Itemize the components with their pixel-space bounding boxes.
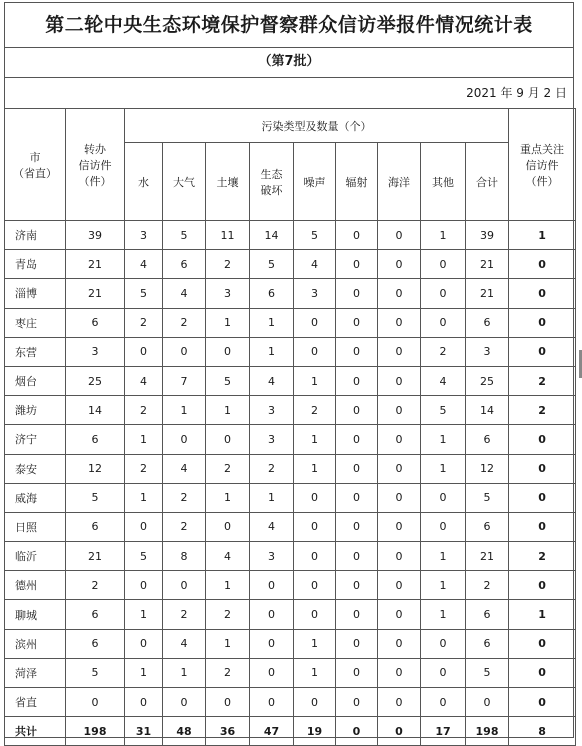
header-radiation: 辐射 xyxy=(336,143,378,221)
table-cell: 5 xyxy=(250,250,294,279)
table-cell: 1 xyxy=(294,366,336,395)
table-row xyxy=(5,221,576,250)
batch-subtitle: （第7批） xyxy=(5,47,573,78)
table-cell: 0 xyxy=(378,600,421,629)
table-cell: 0 xyxy=(125,688,163,717)
table-cell: 4 xyxy=(163,629,206,658)
table-cell: 1 xyxy=(250,308,294,337)
table-cell: 3 xyxy=(250,542,294,571)
table-cell: 6 xyxy=(66,512,125,541)
table-cell: 1 xyxy=(163,658,206,687)
city-name: 临沂 xyxy=(5,542,66,571)
table-cell: 47 xyxy=(250,717,294,746)
focus-count: 0 xyxy=(509,629,576,658)
city-name: 潍坊 xyxy=(5,396,66,425)
table-cell: 6 xyxy=(250,279,294,308)
table-cell: 1 xyxy=(206,571,250,600)
table-cell: 0 xyxy=(66,688,125,717)
table-cell: 2 xyxy=(163,512,206,541)
table-cell: 5 xyxy=(163,221,206,250)
table-cell: 0 xyxy=(336,396,378,425)
table-cell: 0 xyxy=(466,688,509,717)
table-cell: 5 xyxy=(466,658,509,687)
header-eco-line2: 破坏 xyxy=(260,183,283,197)
city-name: 济南 xyxy=(5,221,66,250)
table-cell: 0 xyxy=(336,308,378,337)
table-cell: 6 xyxy=(466,512,509,541)
focus-count: 0 xyxy=(509,308,576,337)
table-cell: 1 xyxy=(125,483,163,512)
table-cell: 21 xyxy=(66,250,125,279)
table-cell: 0 xyxy=(250,629,294,658)
table-cell: 14 xyxy=(466,396,509,425)
table-cell: 0 xyxy=(421,512,466,541)
table-cell: 2 xyxy=(466,571,509,600)
city-name: 省直 xyxy=(5,688,66,717)
table-cell: 0 xyxy=(378,688,421,717)
table-cell: 0 xyxy=(294,571,336,600)
table-cell: 0 xyxy=(421,308,466,337)
total-row xyxy=(5,717,576,746)
table-cell: 0 xyxy=(250,600,294,629)
table-cell: 0 xyxy=(250,688,294,717)
table-cell: 2 xyxy=(250,454,294,483)
table-cell: 0 xyxy=(250,658,294,687)
table-cell: 1 xyxy=(421,454,466,483)
table-cell: 5 xyxy=(206,366,250,395)
table-row xyxy=(5,688,576,717)
table-cell: 5 xyxy=(294,221,336,250)
city-name: 德州 xyxy=(5,571,66,600)
table-cell: 4 xyxy=(206,542,250,571)
table-cell: 39 xyxy=(466,221,509,250)
table-cell: 0 xyxy=(336,512,378,541)
table-cell: 1 xyxy=(250,483,294,512)
table-cell: 198 xyxy=(466,717,509,746)
table-cell: 1 xyxy=(421,542,466,571)
table-cell: 2 xyxy=(163,483,206,512)
focus-count: 0 xyxy=(509,279,576,308)
table-cell: 21 xyxy=(466,279,509,308)
table-cell: 0 xyxy=(336,658,378,687)
table-cell: 2 xyxy=(125,454,163,483)
table-cell: 0 xyxy=(125,629,163,658)
focus-count: 0 xyxy=(509,250,576,279)
table-cell: 0 xyxy=(206,337,250,366)
table-cell: 1 xyxy=(421,600,466,629)
table-cell: 0 xyxy=(125,571,163,600)
table-cell: 0 xyxy=(378,512,421,541)
statistics-table xyxy=(4,108,576,746)
table-cell: 2 xyxy=(206,454,250,483)
header-soil: 土壤 xyxy=(206,143,250,221)
table-row xyxy=(5,425,576,454)
table-cell: 0 xyxy=(294,308,336,337)
focus-count: 0 xyxy=(509,425,576,454)
table-cell: 0 xyxy=(336,688,378,717)
table-cell: 1 xyxy=(206,629,250,658)
table-row xyxy=(5,571,576,600)
table-cell: 5 xyxy=(66,658,125,687)
table-cell: 0 xyxy=(378,483,421,512)
focus-count: 0 xyxy=(509,658,576,687)
table-cell: 0 xyxy=(336,542,378,571)
table-cell: 7 xyxy=(163,366,206,395)
table-cell: 5 xyxy=(125,279,163,308)
header-water: 水 xyxy=(125,143,163,221)
table-cell: 0 xyxy=(163,571,206,600)
table-cell: 2 xyxy=(66,571,125,600)
header-transfer-line1: 转办 xyxy=(84,142,106,156)
city-name: 青岛 xyxy=(5,250,66,279)
table-cell: 2 xyxy=(125,308,163,337)
table-cell: 6 xyxy=(163,250,206,279)
table-cell: 2 xyxy=(294,396,336,425)
header-transfer xyxy=(66,109,125,221)
table-cell: 0 xyxy=(378,454,421,483)
focus-count: 0 xyxy=(509,454,576,483)
total-label: 共计 xyxy=(5,717,66,746)
table-cell: 1 xyxy=(294,629,336,658)
table-cell: 21 xyxy=(466,542,509,571)
table-row xyxy=(5,250,576,279)
header-city xyxy=(5,109,66,221)
table-cell: 2 xyxy=(163,308,206,337)
table-cell: 6 xyxy=(66,425,125,454)
table-cell: 1 xyxy=(206,483,250,512)
table-cell: 198 xyxy=(66,717,125,746)
table-cell: 5 xyxy=(125,542,163,571)
table-cell: 1 xyxy=(421,221,466,250)
table-cell: 0 xyxy=(336,483,378,512)
table-cell: 0 xyxy=(378,366,421,395)
table-row xyxy=(5,279,576,308)
city-name: 聊城 xyxy=(5,600,66,629)
header-city-line2: （省直） xyxy=(13,166,57,180)
table-cell: 5 xyxy=(421,396,466,425)
table-cell: 0 xyxy=(378,658,421,687)
table-cell: 0 xyxy=(336,425,378,454)
table-cell: 31 xyxy=(125,717,163,746)
header-subtotal: 合计 xyxy=(466,143,509,221)
table-cell: 1 xyxy=(294,454,336,483)
table-cell: 4 xyxy=(163,279,206,308)
header-focus xyxy=(509,109,576,221)
table-cell: 0 xyxy=(421,629,466,658)
focus-count: 8 xyxy=(509,717,576,746)
table-cell: 4 xyxy=(421,366,466,395)
table-cell: 11 xyxy=(206,221,250,250)
header-eco-line1: 生态 xyxy=(260,167,283,181)
table-row xyxy=(5,337,576,366)
table-cell: 5 xyxy=(466,483,509,512)
table-cell: 0 xyxy=(294,542,336,571)
table-cell: 0 xyxy=(336,366,378,395)
table-cell: 36 xyxy=(206,717,250,746)
table-row xyxy=(5,454,576,483)
table-row xyxy=(5,629,576,658)
city-name: 烟台 xyxy=(5,366,66,395)
table-cell: 0 xyxy=(336,571,378,600)
table-cell: 4 xyxy=(294,250,336,279)
table-cell: 0 xyxy=(378,308,421,337)
table-cell: 0 xyxy=(421,483,466,512)
table-cell: 0 xyxy=(336,337,378,366)
table-cell: 39 xyxy=(66,221,125,250)
table-cell: 0 xyxy=(378,717,421,746)
table-cell: 6 xyxy=(66,629,125,658)
table-cell: 2 xyxy=(206,250,250,279)
table-cell: 1 xyxy=(206,308,250,337)
header-transfer-line2: 信访件 xyxy=(78,158,112,172)
focus-count: 0 xyxy=(509,512,576,541)
table-cell: 17 xyxy=(421,717,466,746)
table-cell: 3 xyxy=(250,396,294,425)
header-eco xyxy=(250,143,294,221)
table-cell: 0 xyxy=(206,688,250,717)
table-cell: 0 xyxy=(206,512,250,541)
table-cell: 0 xyxy=(421,279,466,308)
header-air: 大气 xyxy=(163,143,206,221)
table-cell: 0 xyxy=(421,688,466,717)
table-cell: 1 xyxy=(125,600,163,629)
table-cell: 2 xyxy=(206,658,250,687)
table-cell: 0 xyxy=(378,221,421,250)
city-name: 淄博 xyxy=(5,279,66,308)
table-cell: 0 xyxy=(336,279,378,308)
header-pollution-group: 污染类型及数量（个） xyxy=(125,109,509,143)
table-cell: 0 xyxy=(294,483,336,512)
table-cell: 5 xyxy=(66,483,125,512)
table-cell: 4 xyxy=(125,250,163,279)
focus-count: 2 xyxy=(509,542,576,571)
table-cell: 12 xyxy=(466,454,509,483)
table-cell: 2 xyxy=(206,600,250,629)
table-cell: 1 xyxy=(294,658,336,687)
table-cell: 3 xyxy=(250,425,294,454)
report-date: 2021 年 9 月 2 日 xyxy=(466,86,567,100)
table-cell: 21 xyxy=(466,250,509,279)
table-cell: 1 xyxy=(206,396,250,425)
table-cell: 0 xyxy=(378,279,421,308)
table-cell: 19 xyxy=(294,717,336,746)
header-transfer-line3: （件） xyxy=(78,174,112,188)
city-name: 日照 xyxy=(5,512,66,541)
table-cell: 4 xyxy=(125,366,163,395)
table-cell: 0 xyxy=(378,542,421,571)
table-cell: 6 xyxy=(466,600,509,629)
table-cell: 6 xyxy=(466,629,509,658)
header-focus-line3: （件） xyxy=(525,174,559,188)
table-row xyxy=(5,366,576,395)
table-cell: 0 xyxy=(336,454,378,483)
table-cell: 0 xyxy=(378,629,421,658)
header-other: 其他 xyxy=(421,143,466,221)
city-name: 枣庄 xyxy=(5,308,66,337)
table-cell: 25 xyxy=(66,366,125,395)
table-cell: 21 xyxy=(66,542,125,571)
report-title: 第二轮中央生态环境保护督察群众信访举报件情况统计表 xyxy=(5,3,573,48)
table-cell: 0 xyxy=(336,250,378,279)
table-cell: 8 xyxy=(163,542,206,571)
table-cell: 0 xyxy=(378,337,421,366)
table-cell: 0 xyxy=(378,396,421,425)
table-cell: 0 xyxy=(336,717,378,746)
table-row xyxy=(5,658,576,687)
table-cell: 1 xyxy=(294,425,336,454)
table-cell: 0 xyxy=(163,425,206,454)
table-cell: 0 xyxy=(421,250,466,279)
city-name: 威海 xyxy=(5,483,66,512)
city-name: 滨州 xyxy=(5,629,66,658)
table-cell: 0 xyxy=(206,425,250,454)
table-cell: 2 xyxy=(163,600,206,629)
focus-count: 0 xyxy=(509,571,576,600)
focus-count: 1 xyxy=(509,221,576,250)
table-cell: 0 xyxy=(336,221,378,250)
header-focus-line2: 信访件 xyxy=(525,158,559,172)
table-cell: 0 xyxy=(250,571,294,600)
table-cell: 0 xyxy=(336,629,378,658)
focus-count: 2 xyxy=(509,366,576,395)
table-cell: 0 xyxy=(421,658,466,687)
table-cell: 1 xyxy=(250,337,294,366)
table-cell: 6 xyxy=(66,600,125,629)
focus-count: 2 xyxy=(509,396,576,425)
table-cell: 0 xyxy=(125,512,163,541)
report-page xyxy=(4,2,574,738)
city-name: 东营 xyxy=(5,337,66,366)
table-row xyxy=(5,396,576,425)
table-cell: 6 xyxy=(466,425,509,454)
table-cell: 0 xyxy=(163,688,206,717)
focus-count: 0 xyxy=(509,483,576,512)
header-city-line1: 市 xyxy=(29,150,41,164)
table-cell: 0 xyxy=(378,571,421,600)
table-cell: 48 xyxy=(163,717,206,746)
table-cell: 1 xyxy=(125,425,163,454)
city-name: 菏泽 xyxy=(5,658,66,687)
table-row xyxy=(5,512,576,541)
table-cell: 0 xyxy=(294,688,336,717)
table-cell: 14 xyxy=(250,221,294,250)
table-cell: 3 xyxy=(206,279,250,308)
table-cell: 0 xyxy=(125,337,163,366)
table-cell: 4 xyxy=(250,366,294,395)
city-name: 泰安 xyxy=(5,454,66,483)
table-cell: 3 xyxy=(294,279,336,308)
table-cell: 2 xyxy=(125,396,163,425)
table-cell: 1 xyxy=(421,571,466,600)
table-row xyxy=(5,308,576,337)
table-cell: 25 xyxy=(466,366,509,395)
table-cell: 6 xyxy=(66,308,125,337)
table-cell: 3 xyxy=(125,221,163,250)
city-name: 济宁 xyxy=(5,425,66,454)
table-cell: 0 xyxy=(163,337,206,366)
table-cell: 1 xyxy=(421,425,466,454)
focus-count: 0 xyxy=(509,688,576,717)
table-cell: 0 xyxy=(336,600,378,629)
table-row xyxy=(5,542,576,571)
table-cell: 14 xyxy=(66,396,125,425)
table-cell: 6 xyxy=(466,308,509,337)
table-cell: 0 xyxy=(378,425,421,454)
table-cell: 3 xyxy=(66,337,125,366)
table-cell: 4 xyxy=(250,512,294,541)
table-cell: 0 xyxy=(294,512,336,541)
table-cell: 2 xyxy=(421,337,466,366)
table-row xyxy=(5,483,576,512)
table-cell: 0 xyxy=(294,337,336,366)
table-cell: 1 xyxy=(125,658,163,687)
focus-count: 0 xyxy=(509,337,576,366)
table-cell: 3 xyxy=(466,337,509,366)
table-cell: 21 xyxy=(66,279,125,308)
table-body xyxy=(5,221,576,746)
table-cell: 12 xyxy=(66,454,125,483)
table-cell: 1 xyxy=(163,396,206,425)
header-noise: 噪声 xyxy=(294,143,336,221)
table-row xyxy=(5,600,576,629)
focus-count: 1 xyxy=(509,600,576,629)
table-cell: 0 xyxy=(378,250,421,279)
table-cell: 0 xyxy=(294,600,336,629)
header-focus-line1: 重点关注 xyxy=(520,142,565,156)
header-ocean: 海洋 xyxy=(378,143,421,221)
table-cell: 4 xyxy=(163,454,206,483)
